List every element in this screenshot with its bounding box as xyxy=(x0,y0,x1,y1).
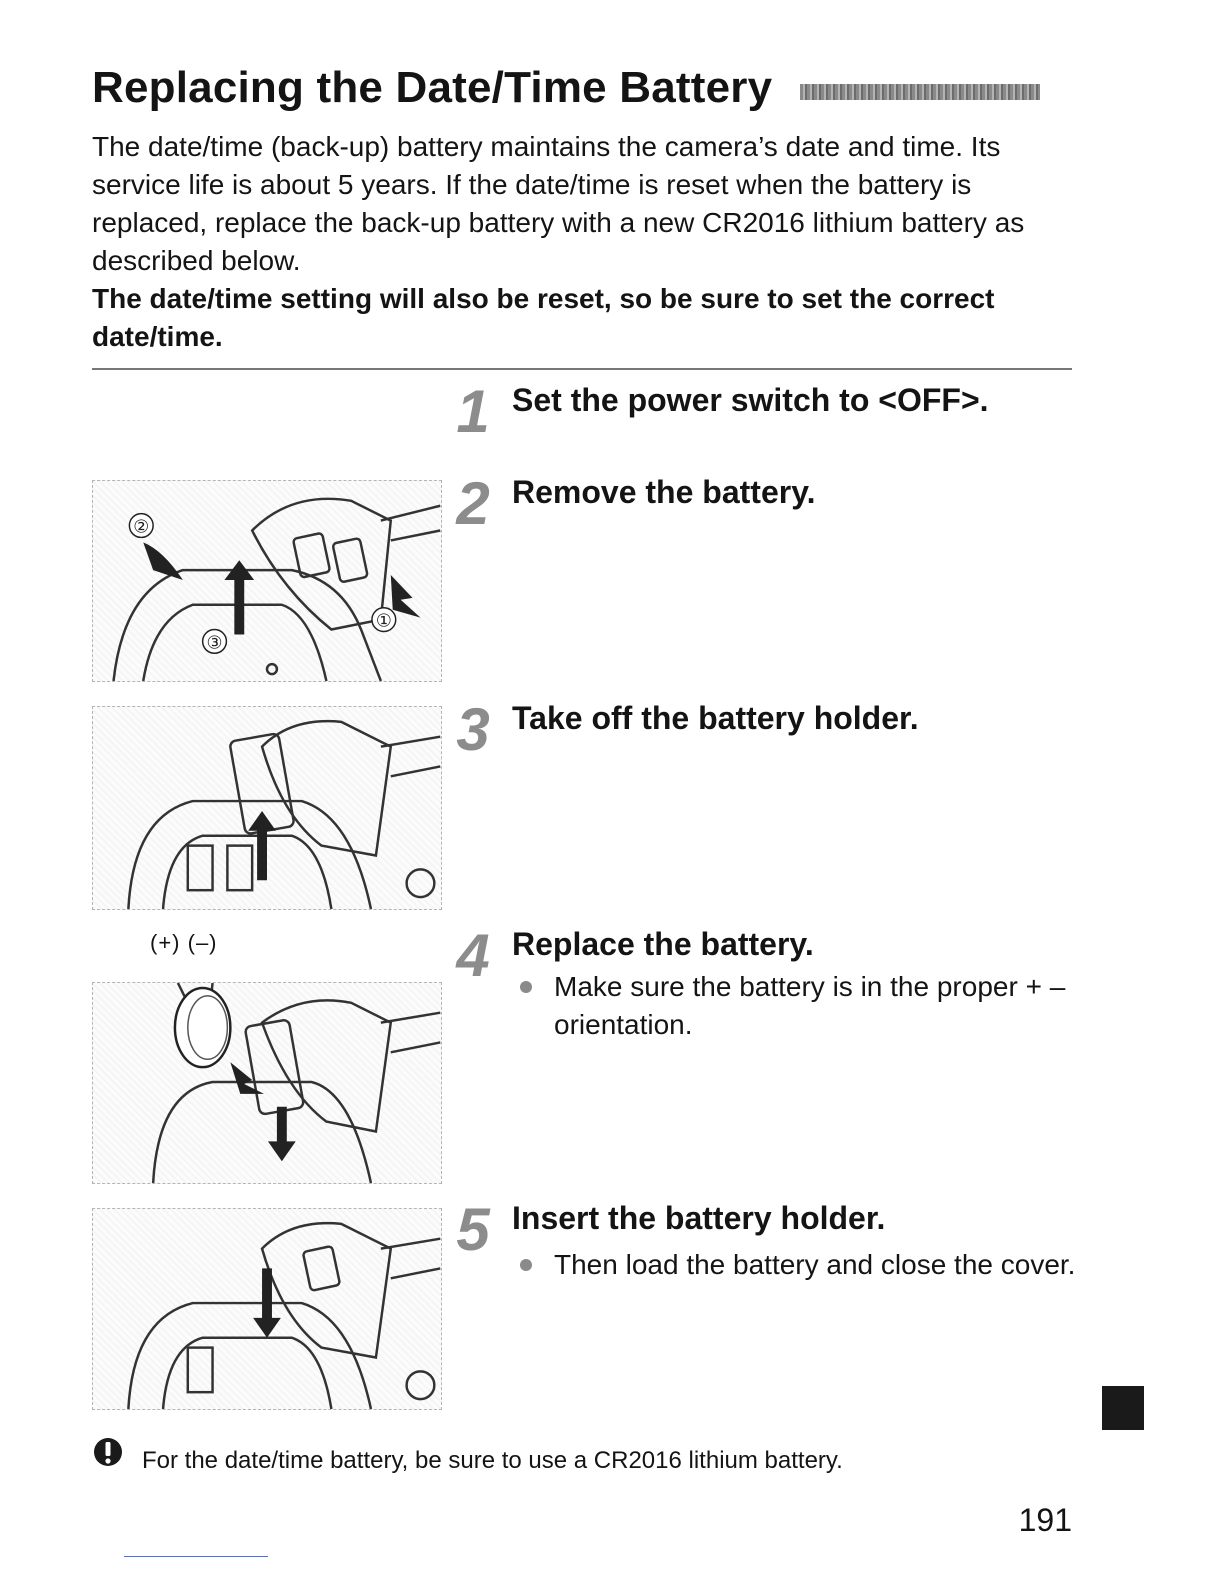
battery-holder-drawing xyxy=(93,707,441,909)
polarity-labels: (+) (–) xyxy=(150,930,218,955)
step-3-heading: Take off the battery holder. xyxy=(512,700,919,736)
page-title: Replacing the Date/Time Battery xyxy=(92,63,773,112)
section-tab-marker xyxy=(1102,1386,1144,1430)
step-4-bullet-text: Make sure the battery is in the proper + – orientation. xyxy=(554,971,1066,1040)
step-3-number: 3 xyxy=(456,696,490,763)
step-4-bullet xyxy=(520,968,1080,1044)
step-5-heading: Insert the battery holder. xyxy=(512,1200,886,1236)
step-5-bullet xyxy=(520,1246,1080,1284)
coin-battery-drawing xyxy=(93,983,441,1183)
bullet-dot xyxy=(520,981,532,993)
title-row xyxy=(92,58,1072,118)
step-1-heading: Set the power switch to <OFF>. xyxy=(512,382,989,418)
intro-paragraph: The date/time (back-up) battery maintains the camera’s date and time. Its service life is about 5 years. If the date/time is reset when the battery is replaced, replace the back-up battery with a new CR2016 lithium battery as described below. xyxy=(92,131,1025,276)
step-1-number: 1 xyxy=(456,378,490,445)
step-4-heading: Replace the battery. xyxy=(512,926,814,962)
illustration-insert-holder xyxy=(92,1208,442,1410)
bullet-dot xyxy=(520,1259,532,1271)
caution-note xyxy=(92,1436,1072,1476)
step-2-heading: Remove the battery. xyxy=(512,474,816,510)
illustration-replace-battery xyxy=(92,982,442,1184)
illustration-remove-holder xyxy=(92,706,442,910)
callout-2-label: ② xyxy=(133,516,150,538)
caution-icon xyxy=(92,1436,124,1468)
step-4-number: 4 xyxy=(456,922,490,989)
intro-warning: The date/time setting will also be reset, so be sure to set the correct date/time. xyxy=(92,283,995,352)
intro xyxy=(92,128,1082,356)
camera-battery-compartment-drawing xyxy=(93,481,441,681)
illustration-remove-battery xyxy=(92,480,442,682)
page-number: 191 xyxy=(1018,1502,1072,1538)
step-5-bullet-text: Then load the battery and close the cover. xyxy=(554,1249,1076,1280)
step-2-number: 2 xyxy=(456,470,490,537)
section-divider xyxy=(92,368,1072,370)
footer-line xyxy=(124,1556,268,1557)
caution-text: For the date/time battery, be sure to use a CR2016 lithium battery. xyxy=(142,1447,843,1474)
callout-1-label: ① xyxy=(375,610,392,632)
insert-holder-drawing xyxy=(93,1209,441,1409)
callout-3-label: ③ xyxy=(206,632,223,654)
step-5-number: 5 xyxy=(456,1196,490,1263)
title-decoration-bar xyxy=(800,84,1040,100)
